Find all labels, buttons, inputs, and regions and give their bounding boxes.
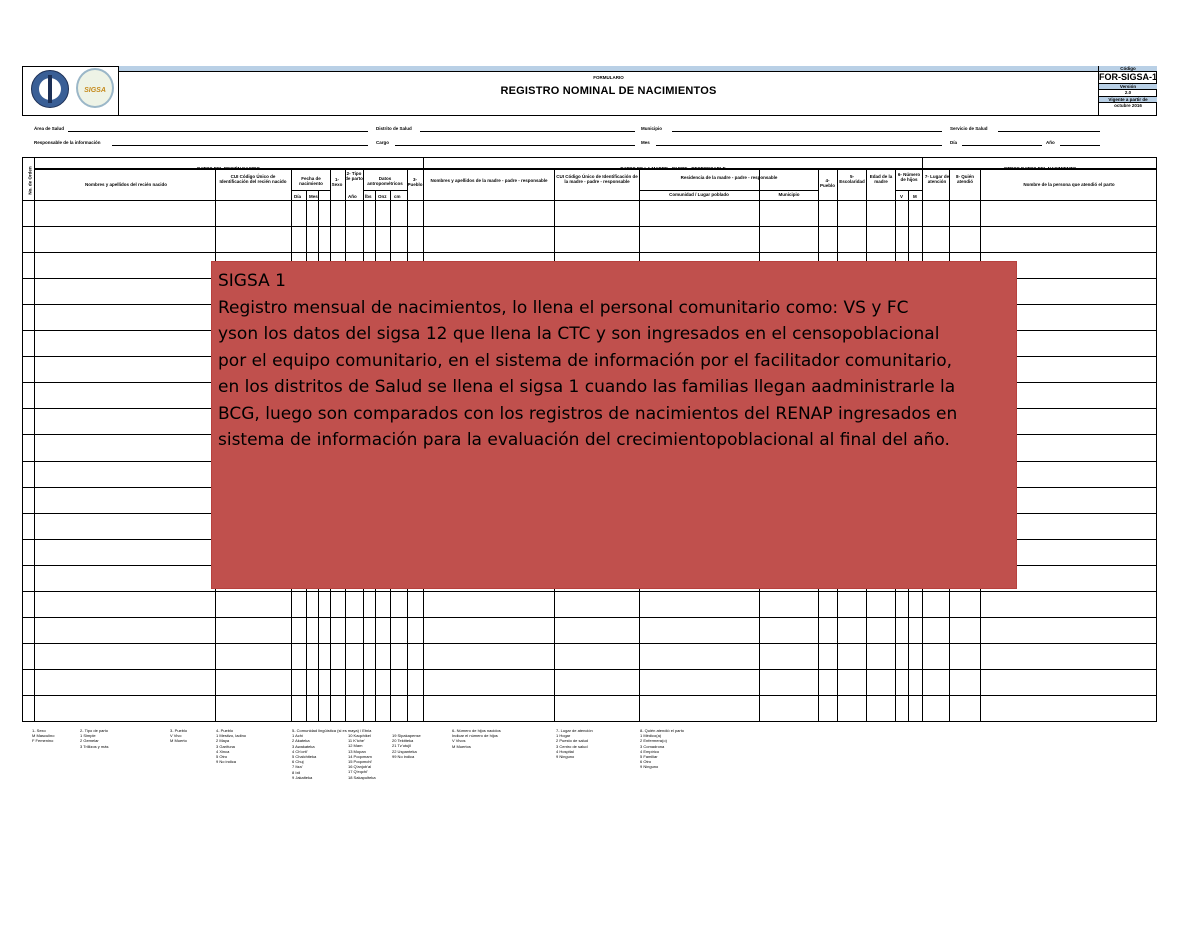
col-condition: 3- Pueblo	[407, 177, 423, 187]
col-child-name: Nombres y apellidos del recién nacido	[84, 182, 168, 187]
grid-hline	[22, 200, 1157, 201]
service-label: Servicio de Salud	[950, 126, 988, 131]
legend-place: 7- Lugar de atención 1 Hogar 2 Puesto de salud 3 Centro de salud 4 Hospital 9 Ninguno	[556, 728, 593, 760]
sigsa-annotation-box	[211, 261, 1017, 589]
month-label: Mes	[641, 140, 650, 145]
day-label: Día	[950, 140, 958, 145]
grid-hline	[22, 252, 1157, 253]
form-code-box	[1098, 66, 1157, 116]
grid-hline	[22, 643, 1157, 644]
legend-children: 6- Número de hijos nacidos Indicar el número de hijos V Vivos M Muertos	[452, 728, 501, 749]
municipality-field[interactable]	[672, 131, 942, 132]
annotation-line: en los distritos de Salud se llena el sigsa 1 cuando las familias llegan aadministrarle la	[218, 377, 956, 397]
legend-linguistic-3: 19 Sipakapense 20 Tektiteka 21 Tz'utujil 22 Uspanteka 99 No indica	[392, 733, 421, 759]
form-type-strip	[119, 66, 1098, 80]
col-birth-date: Fecha de nacimiento	[299, 176, 323, 186]
col-residence: Residencia de la madre - padre - responsable	[680, 175, 778, 180]
annotation-title: SIGSA 1	[218, 271, 286, 291]
annotation-line: yson los datos del sigsa 12 que llena la CTC y son ingresados en el censopoblacional	[218, 324, 940, 344]
legend-sex: 1- Sexo M Masculino F Femenino	[32, 728, 55, 744]
municipality-label: Municipio	[641, 126, 662, 131]
annotation-line: BCG, luego son comparados con los registros de nacimientos del RENAP ingresados en	[218, 403, 958, 424]
legend-linguistic-1: 5- Comunidad lingüística (si es maya) / Etnia 1 Achí 2 Akateka 3 Awakateka 4 Ch'orti' 5 Chalchiteka 6 Chuj 7 Itza' 8 Ixil 9 Jakalteka	[292, 728, 372, 780]
form-title: REGISTRO NOMINAL DE NACIMIENTOS	[500, 85, 717, 97]
form-type-label: FORMULARIO	[593, 75, 624, 80]
grid-hline	[22, 617, 1157, 618]
year-label: Año	[1046, 140, 1055, 145]
responsible-label: Responsable de la información	[34, 140, 101, 145]
col-anthropometric: Datos antropométricos	[367, 176, 403, 186]
grid-hline	[22, 226, 1157, 227]
grid-hline	[895, 190, 922, 191]
sub-year: Año	[348, 194, 357, 199]
position-field[interactable]	[395, 145, 635, 146]
col-children: 6- Número de hijos	[897, 172, 921, 182]
area-field[interactable]	[68, 131, 368, 132]
row-number-header: No. de Orden	[27, 166, 33, 195]
month-field[interactable]	[656, 145, 942, 146]
annotation-line: por el equipo comunitario, en el sistema de información por el facilitador comunitario,	[218, 350, 953, 371]
grid-hline	[34, 169, 1157, 170]
code-label: Código	[1099, 66, 1157, 72]
col-sex: 1- Sexo	[331, 177, 343, 187]
col-mother-name: Nombres y apellidos de la madre - padre - responsable	[430, 178, 548, 183]
legend-attended: 8- Quién atendió el parto 1 Médico(a) 2 Enfermera(o) 3 Comadrona 4 Empírico 5 Familiar 6 Otro 9 Ninguno	[640, 728, 685, 770]
annotation-line: Registro mensual de nacimientos, lo llena el personal comunitario como: VS y FC	[218, 297, 909, 318]
annotation-line: sistema de información para la evaluación del crecimientopoblacional al final del año.	[218, 430, 950, 450]
ministry-logo	[31, 70, 69, 108]
validity-date: octubre 2016	[1114, 103, 1142, 108]
section-child	[34, 157, 423, 169]
col-place: 7- Lugar de atención	[924, 174, 950, 184]
area-label: Área de Salud	[34, 126, 65, 131]
col-people: 4- Pueblo	[819, 178, 835, 188]
legend-people: 4- Pueblo 1 Mestizo, ladino 2 Maya 3 Garífuna 4 Xinca 5 Otro 9 No indica	[216, 728, 247, 765]
year-field[interactable]	[1060, 145, 1100, 146]
col-child-cui: CUI Código Único de Identificación del recién nacido	[219, 174, 287, 184]
sub-lbs: lbs	[365, 194, 372, 199]
section-mother-label: DATOS DE LA MADRE - PADRE - RESPONSABLE	[620, 166, 726, 171]
section-birth-label: OTROS DATOS DEL NACIMIENTO	[1003, 166, 1077, 171]
district-label: Distrito de Salud	[376, 126, 412, 131]
grid-hline	[639, 190, 818, 191]
grid-hline	[363, 190, 407, 191]
col-mother-age: Edad de la madre	[869, 174, 893, 184]
grid-vline	[34, 157, 35, 721]
sub-oz: Onz	[378, 194, 387, 199]
col-schooling: 5- Escolaridad	[839, 174, 865, 184]
col-community: Comunidad / Lugar poblado	[669, 192, 729, 197]
col-mother-cui: CUI Código Único de Identificación de la madre - padre - responsable	[556, 174, 638, 184]
sub-day: Día	[294, 194, 302, 199]
section-mother	[423, 157, 923, 169]
col-attended: 8- Quién atendió	[955, 174, 974, 184]
district-field[interactable]	[420, 131, 635, 132]
validity-label: Vigente a partir de	[1099, 97, 1157, 103]
legend-linguistic-2: 10 Kaqchikel 11 K'iche' 12 Mam 13 Mopan 14 Poqomam 15 Poqomchi' 16 Q'anjob'al 17 Q'eqchi' 18 Sakapulteka	[348, 733, 376, 780]
sub-alive: V	[900, 194, 904, 199]
section-birth	[923, 157, 1157, 169]
version-label: Versión	[1099, 84, 1157, 90]
sigsa-logo	[76, 68, 114, 108]
grid-hline	[22, 591, 1157, 592]
legend-condition: 3- Pueblo V Vivo M Muerto	[170, 728, 188, 744]
day-field[interactable]	[962, 145, 1042, 146]
version-value: 2.0	[1099, 90, 1157, 97]
col-delivery-type: 2- Tipo de parto	[345, 171, 363, 181]
responsible-field[interactable]	[112, 145, 368, 146]
grid-hline	[291, 190, 330, 191]
col-municipality: Municipio	[778, 192, 800, 197]
sub-dead: M	[913, 194, 917, 199]
legend-delivery: 2- Tipo de parto 1 Simple 2 Gemelar 3 Trillizos y más	[80, 728, 109, 749]
sub-month: Mes	[309, 194, 318, 199]
position-label: Cargo	[376, 140, 390, 145]
form-code: FOR-SIGSA-1	[1099, 72, 1158, 82]
service-field[interactable]	[998, 131, 1100, 132]
grid-hline	[22, 669, 1157, 670]
col-attendant-name: Nombre de la persona que atendió el parto	[1023, 182, 1115, 187]
sigsa-logo-text: SIGSA	[84, 87, 106, 94]
section-child-label: DATOS DEL RECIÉN NACIDO	[197, 166, 260, 171]
sub-cm: cm	[394, 194, 401, 199]
grid-hline	[22, 695, 1157, 696]
